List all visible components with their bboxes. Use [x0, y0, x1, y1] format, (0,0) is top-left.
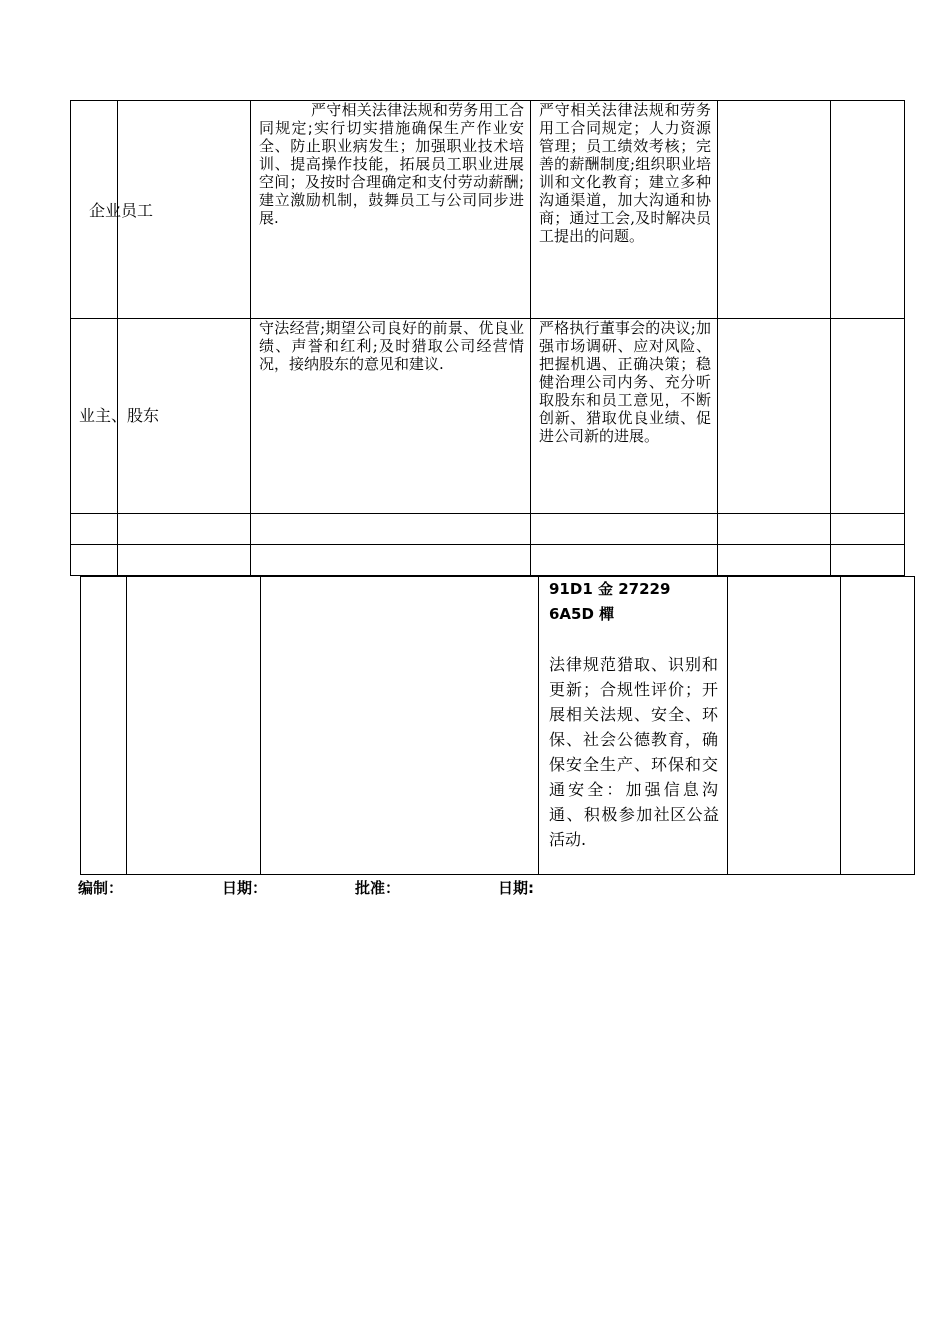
table-row: [71, 514, 905, 545]
employee-expectations-text: 严守相关法律法规和劳务用工合同规定;实行切实措施确保生产作业安全、防止职业病发生；加强职业技术培训、提高操作技能，拓展员工职业进展空间；及按时合理确定和支付劳动薪酬;建立激励机制，鼓舞员工与公司同步进展.: [259, 101, 524, 227]
shareholder-expectations-text: 守法经营;期望公司良好的前景、优良业绩、声誉和红利;及时猎取公司经营情况，接纳股东的意见和建议.: [259, 319, 524, 373]
table-row: [71, 319, 905, 514]
measures-cell: [539, 577, 728, 875]
table-cell: [831, 101, 905, 319]
table-cell: [118, 514, 251, 545]
measures-cell: [531, 319, 718, 514]
table-cell: [718, 545, 831, 576]
table-cell: [841, 577, 915, 875]
table-row: [71, 101, 905, 319]
expectations-cell: [251, 319, 531, 514]
employee-measures-text: 严守相关法律法规和劳务用工合同规定；人力资源管理；员工绩效考核；完善的薪酬制度;组织职业培训和文化教育；建立多种沟通渠道，加大沟通和协商；通过工会,及时解决员工提出的问题。: [539, 101, 711, 245]
table-cell: [71, 514, 118, 545]
shareholder-measures-text: 严格执行董事会的决议;加强市场调研、应对风险、把握机遇、正确决策；稳健治理公司内务、充分听取股东和员工意见，不断创新、猎取优良业绩、促进公司新的进展。: [539, 319, 711, 445]
table-cell: [718, 514, 831, 545]
table-row: [81, 577, 915, 875]
table-cell: [71, 545, 118, 576]
table-cell: [251, 545, 531, 576]
community-measures-tail: 社区公益活动.: [549, 805, 719, 849]
stakeholder-table-lower: [80, 576, 915, 875]
approved-by-label: 批准：: [355, 879, 401, 897]
prepared-by-label: 编制：: [78, 879, 124, 897]
measures-cell: [531, 101, 718, 319]
table-cell: [718, 101, 831, 319]
stakeholder-label-employees: 企业员工: [89, 201, 154, 220]
table-cell: [531, 514, 718, 545]
date-label-2: 日期:: [498, 879, 534, 897]
community-measures-main: 法律规范猎取、识别和更新；合规性评价；开展相关法规、安全、环保、社会公德教育，确保安全生产、环保和交通安全：加强信息沟通、积极参加: [549, 655, 720, 824]
table-row: [71, 545, 905, 576]
table-cell: [81, 577, 127, 875]
table-cell: [718, 319, 831, 514]
table-cell: [728, 577, 841, 875]
stakeholder-label-shareholders: 业主、股东: [79, 406, 160, 425]
table-cell: [118, 545, 251, 576]
table-cell: [531, 545, 718, 576]
table-cell: [831, 319, 905, 514]
table-cell: [261, 577, 539, 875]
expectations-cell: [251, 101, 531, 319]
table-cell: [831, 545, 905, 576]
table-cell: [251, 514, 531, 545]
code-line: 91D1 金 27229 6A5D 樿: [549, 580, 671, 623]
table-cell: [127, 577, 261, 875]
stakeholder-table-upper: [70, 100, 905, 576]
table-cell: [831, 514, 905, 545]
date-label-1: 日期：: [222, 879, 268, 897]
community-measures-text: [539, 652, 727, 852]
